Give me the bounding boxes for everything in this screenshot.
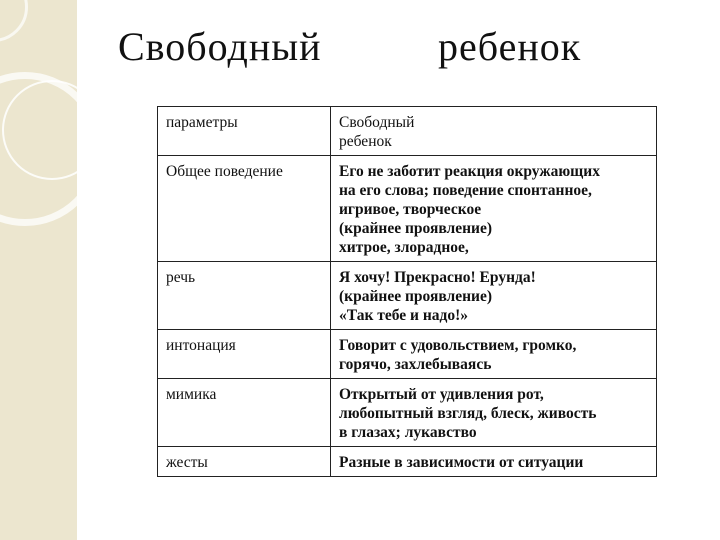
table-row bbox=[158, 447, 657, 477]
decorative-ring bbox=[0, 72, 102, 226]
header-cell-free-child bbox=[331, 107, 657, 156]
description-text: Разные в зависимости от ситуации bbox=[339, 454, 584, 471]
parameter-cell bbox=[158, 447, 331, 477]
parameter-label: интонация bbox=[166, 337, 236, 354]
decorative-ring bbox=[2, 80, 102, 180]
parameters-table bbox=[157, 106, 657, 477]
decorative-side-band bbox=[0, 0, 77, 540]
description-text: Я хочу! Прекрасно! Ерунда! (крайнее проявление) «Так тебе и надо!» bbox=[339, 269, 536, 324]
parameter-cell bbox=[158, 330, 331, 379]
description-text: Его не заботит реакция окружающих на его слова; поведение спонтанное, игривое, творческое (крайнее проявление) хитрое, злорадное, bbox=[339, 163, 600, 256]
table-row bbox=[158, 156, 657, 262]
table-row bbox=[158, 379, 657, 447]
description-cell bbox=[331, 379, 657, 447]
title-word-2: ребенок bbox=[438, 24, 582, 69]
title-word-1: Свободный bbox=[118, 24, 322, 69]
description-text: Говорит с удовольствием, громко, горячо, захлебываясь bbox=[339, 337, 577, 373]
table-row bbox=[158, 262, 657, 330]
parameter-label: жесты bbox=[166, 454, 208, 471]
parameter-label: мимика bbox=[166, 386, 217, 403]
slide-title bbox=[0, 22, 720, 72]
header-cell-parameters bbox=[158, 107, 331, 156]
parameter-label: речь bbox=[166, 269, 196, 286]
description-cell bbox=[331, 156, 657, 262]
header-label-parameters: параметры bbox=[166, 114, 238, 131]
parameter-cell bbox=[158, 156, 331, 262]
parameter-cell bbox=[158, 262, 331, 330]
description-cell bbox=[331, 262, 657, 330]
header-label-free-child: Свободный ребенок bbox=[339, 114, 415, 150]
table-header-row bbox=[158, 107, 657, 156]
parameter-label: Общее поведение bbox=[166, 163, 283, 180]
table-row bbox=[158, 330, 657, 379]
description-text: Открытый от удивления рот, любопытный взгляд, блеск, живость в глазах; лукавство bbox=[339, 386, 597, 441]
parameter-cell bbox=[158, 379, 331, 447]
description-cell bbox=[331, 330, 657, 379]
description-cell bbox=[331, 447, 657, 477]
